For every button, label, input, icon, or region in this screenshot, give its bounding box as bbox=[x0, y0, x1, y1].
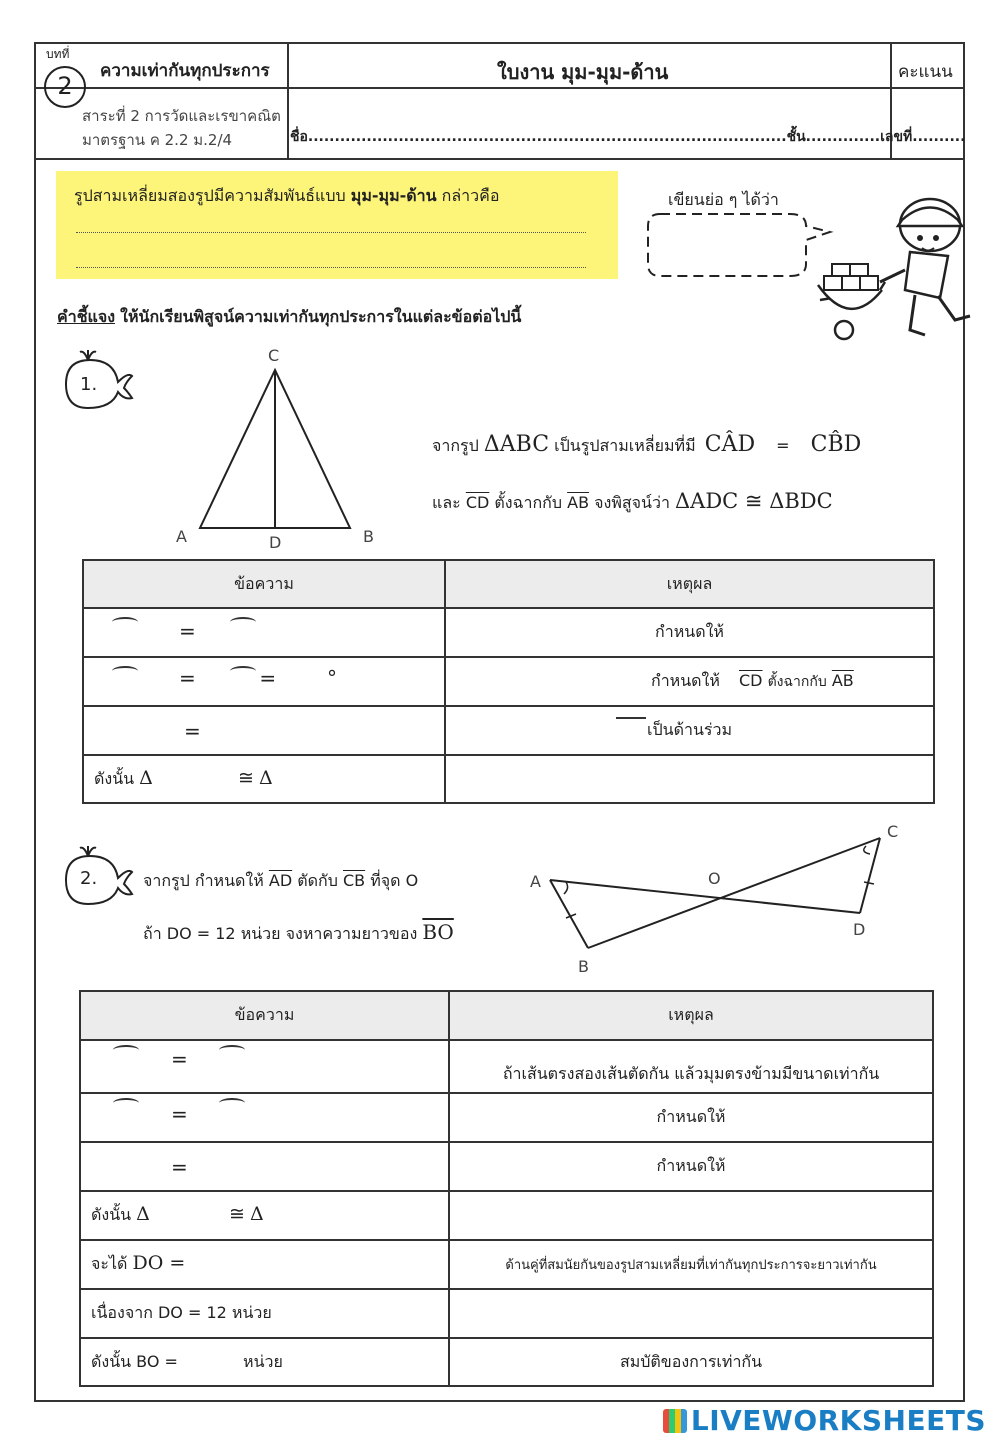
q2-reason-7: สมบัติของการเท่ากัน bbox=[449, 1338, 933, 1386]
q1-reason-4[interactable] bbox=[445, 755, 934, 803]
table-row bbox=[83, 608, 934, 657]
q1-reason-2-seg1: $\overline{CD}$ bbox=[739, 671, 763, 690]
q2-reason-3: กำหนดให้ bbox=[449, 1142, 933, 1191]
q2-label-c: C bbox=[887, 822, 899, 841]
q2-reason-4[interactable] bbox=[449, 1191, 933, 1240]
worksheet-title: ใบงาน มุม-มุม-ด้าน bbox=[497, 60, 669, 84]
angle-arc-icon bbox=[112, 617, 138, 627]
q2-stmt-4-b: Δ bbox=[136, 1203, 150, 1225]
q1-eq: = bbox=[776, 436, 790, 455]
q1-reason-2-b: ตั้งฉากกับ bbox=[767, 674, 827, 690]
q1-line1-a: จากรูป bbox=[432, 436, 479, 455]
q2-seg-ad: $\overline{AD}$ bbox=[268, 871, 293, 890]
q2-line2-a: ถ้า DO = 12 หน่วย จงหาความยาวของ bbox=[143, 924, 418, 943]
standard-text: มาตรฐาน ค 2.2 ม.2/4 bbox=[82, 131, 233, 149]
liveworksheets-logo[interactable] bbox=[663, 1404, 986, 1437]
logo-text: LIVEWORKSHEETS bbox=[690, 1404, 986, 1437]
q2-stmt-2[interactable] bbox=[80, 1093, 449, 1142]
instructions-label: คำชี้แจง bbox=[57, 307, 116, 326]
q2-label-d: D bbox=[853, 920, 866, 939]
q2-proof-table bbox=[79, 990, 934, 1387]
q2-seg-cb: $\overline{CB}$ bbox=[342, 871, 366, 890]
q2-reason-1: ถ้าเส้นตรงสองเส้นตัดกัน แล้วมุมตรงข้ามมีขนาดเท่ากัน bbox=[449, 1040, 933, 1093]
q2-stmt-1[interactable] bbox=[80, 1040, 449, 1093]
q2-stmt-4-d: Δ bbox=[250, 1203, 264, 1225]
q1-stmt-1-eq: = bbox=[179, 619, 196, 643]
q2-stmt-2-eq: = bbox=[171, 1102, 188, 1126]
q2-stmt-7-a: ดังนั้น BO = bbox=[91, 1351, 178, 1371]
q1-seg-cd: $\overline{CD}$ bbox=[465, 493, 490, 512]
q2-stmt-7-b: หน่วย bbox=[243, 1351, 283, 1371]
q2-label-o: O bbox=[708, 869, 721, 888]
score-label: คะแนน bbox=[898, 62, 953, 82]
table-row bbox=[80, 1191, 933, 1240]
q1-label-a: A bbox=[176, 527, 187, 546]
q2-stmt-4[interactable] bbox=[80, 1191, 449, 1240]
name-line[interactable]: ชื่อ..........................................................................................ชั้น..............เลขที่.......... bbox=[290, 129, 966, 145]
q2-reason-2: กำหนดให้ bbox=[449, 1093, 933, 1142]
q1-proof: ΔADC ≅ ΔBDC bbox=[675, 489, 833, 513]
q1-line2-a: และ bbox=[432, 493, 461, 512]
intro-answer-line-2[interactable] bbox=[76, 267, 586, 268]
q2-number: 2. bbox=[80, 868, 98, 889]
q1-proof-table bbox=[82, 559, 935, 804]
q2-line1-b: ตัดกับ bbox=[297, 871, 338, 890]
q1-triangle-figure bbox=[170, 340, 390, 550]
q1-number: 1. bbox=[80, 374, 98, 395]
q2-stmt-4-c: ≅ bbox=[229, 1203, 245, 1225]
q2-stmt-3[interactable] bbox=[80, 1142, 449, 1191]
q1-seg-ab: $\overline{AB}$ bbox=[567, 493, 590, 512]
table-row bbox=[80, 1142, 933, 1191]
chapter-label: บทที่ bbox=[46, 47, 70, 61]
q1-line-1 bbox=[432, 432, 861, 459]
chapter-number: 2 bbox=[44, 66, 86, 108]
instructions-text: ให้นักเรียนพิสูจน์ความเท่ากันทุกประการในแต่ละข้อต่อไปนี้ bbox=[120, 307, 522, 326]
q1-stmt-4-a: ดังนั้น bbox=[94, 768, 135, 788]
q1-stmt-4[interactable] bbox=[83, 755, 445, 803]
q1-line2-c: จงพิสูจน์ว่า bbox=[594, 493, 670, 512]
header-bottom-line bbox=[34, 158, 965, 160]
angle-arc-icon bbox=[113, 1045, 139, 1055]
q2-stmt-5[interactable] bbox=[80, 1240, 449, 1289]
q2-stmt-3-eq: = bbox=[171, 1155, 188, 1179]
table-row bbox=[80, 1289, 933, 1338]
q2-stmt-5-a: จะได้ bbox=[91, 1254, 128, 1273]
q1-label-b: B bbox=[363, 527, 374, 546]
q1-line-2 bbox=[432, 489, 833, 516]
q2-reason-6[interactable] bbox=[449, 1289, 933, 1338]
q2-bowtie-figure bbox=[540, 830, 900, 960]
intro-suffix: กล่าวคือ bbox=[441, 186, 500, 205]
angle-arc-icon bbox=[112, 666, 138, 676]
q1-label-d: D bbox=[269, 533, 282, 552]
q1-tri-abc: ΔABC bbox=[483, 432, 550, 457]
q1-stmt-3[interactable] bbox=[83, 706, 445, 755]
q1-stmt-2[interactable] bbox=[83, 657, 445, 706]
q1-stmt-1[interactable] bbox=[83, 608, 445, 657]
q1-reason-3-text: เป็นด้านร่วม bbox=[647, 720, 732, 739]
angle-arc-icon bbox=[219, 1098, 245, 1108]
q1-label-c: C bbox=[268, 346, 280, 365]
angle-arc-icon bbox=[219, 1045, 245, 1055]
angle-arc-icon bbox=[230, 617, 256, 627]
table-row bbox=[83, 755, 934, 803]
q1-stmt-4-d: Δ bbox=[259, 766, 273, 789]
q2-line-1 bbox=[143, 869, 418, 894]
q1-stmt-3-eq: = bbox=[184, 719, 201, 743]
q2-line-2 bbox=[143, 920, 454, 947]
angle-arc-icon bbox=[113, 1098, 139, 1108]
q2-stmt-1-eq: = bbox=[171, 1047, 188, 1071]
q2-col-statement: ข้อความ bbox=[80, 991, 449, 1040]
table-row bbox=[80, 1240, 933, 1289]
q2-label-a: A bbox=[530, 872, 541, 891]
q1-reason-2-a: กำหนดให้ bbox=[651, 671, 720, 690]
strand-text: สาระที่ 2 การวัดและเรขาคณิต bbox=[82, 107, 281, 125]
bubble-caption: เขียนย่อ ๆ ได้ว่า bbox=[668, 190, 779, 209]
q2-stmt-5-b: DO = bbox=[132, 1252, 186, 1274]
q2-stmt-4-a: ดังนั้น bbox=[91, 1205, 132, 1224]
intro-highlight: มุม-มุม-ด้าน bbox=[350, 186, 437, 205]
intro-answer-line-1[interactable] bbox=[76, 232, 586, 233]
q1-line1-b: เป็นรูปสามเหลี่ยมที่มี bbox=[554, 436, 696, 455]
q2-stmt-7[interactable] bbox=[80, 1338, 449, 1386]
intro-prefix: รูปสามเหลี่ยมสองรูปมีความสัมพันธ์แบบ bbox=[74, 186, 346, 205]
whale-icon-2 bbox=[58, 838, 138, 908]
q2-stmt-6: เนื่องจาก DO = 12 หน่วย bbox=[80, 1289, 449, 1338]
liveworksheets-icon bbox=[663, 1409, 687, 1433]
q1-reason-1: กำหนดให้ bbox=[445, 608, 934, 657]
q1-line2-b: ตั้งฉากกับ bbox=[494, 493, 563, 512]
q2-reason-5: ด้านคู่ที่สมนัยกันของรูปสามเหลี่ยมที่เท่ากันทุกประการจะยาวเท่ากัน bbox=[449, 1240, 933, 1289]
q1-col-statement: ข้อความ bbox=[83, 560, 445, 608]
q1-stmt-2-eq: = = ° bbox=[179, 666, 337, 690]
q1-reason-2 bbox=[445, 657, 934, 706]
q1-reason-2-seg2: $\overline{AB}$ bbox=[831, 671, 854, 690]
q1-angle-cad: CÂD bbox=[704, 432, 756, 457]
q1-reason-3 bbox=[445, 706, 934, 755]
q2-line1-c: ที่จุด O bbox=[370, 871, 419, 890]
table-row bbox=[80, 1093, 933, 1142]
chapter-title: ความเท่ากันทุกประการ bbox=[100, 61, 270, 81]
intro-text bbox=[74, 184, 499, 209]
q2-label-b: B bbox=[578, 957, 589, 976]
table-row bbox=[83, 706, 934, 755]
table-row bbox=[80, 1338, 933, 1386]
table-row bbox=[83, 657, 934, 706]
q1-stmt-4-b: Δ bbox=[139, 766, 153, 789]
q1-angle-cbd: CB̂D bbox=[810, 432, 862, 457]
q2-line1-a: จากรูป กำหนดให้ bbox=[143, 871, 264, 890]
segment-bar-icon bbox=[616, 717, 646, 719]
q1-stmt-4-c: ≅ bbox=[238, 766, 254, 789]
header-col-line-1 bbox=[287, 42, 289, 160]
q2-col-reason: เหตุผล bbox=[449, 991, 933, 1040]
table-row bbox=[80, 1040, 933, 1093]
instructions bbox=[57, 305, 521, 330]
worker-cartoon bbox=[810, 190, 980, 350]
whale-icon-1 bbox=[58, 342, 138, 412]
q2-seg-bo: $\overline{BO}$ bbox=[422, 920, 454, 944]
q1-col-reason: เหตุผล bbox=[445, 560, 934, 608]
